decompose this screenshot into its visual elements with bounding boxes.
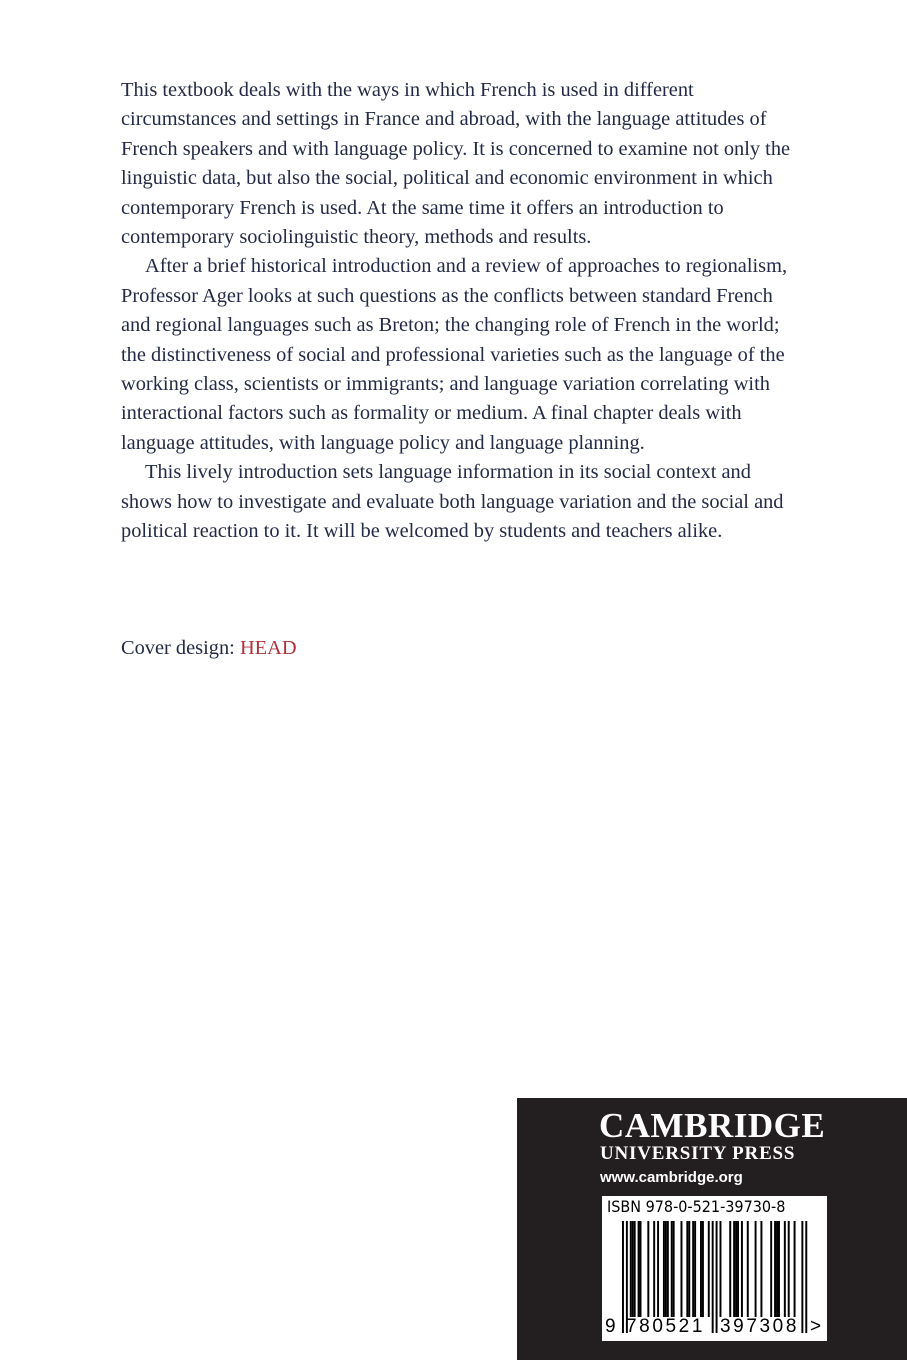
isbn-barcode-panel <box>602 1196 827 1341</box>
barcode-bar <box>702 1221 704 1317</box>
barcode-bar <box>692 1221 694 1317</box>
barcode-bar <box>778 1221 780 1317</box>
barcode-bar <box>729 1221 731 1317</box>
barcode-bar <box>774 1221 776 1317</box>
barcode-bar <box>770 1221 772 1317</box>
barcode-left-digits: 780521 <box>626 1316 706 1337</box>
barcode-bar <box>653 1221 655 1317</box>
barcode-bar <box>755 1221 757 1317</box>
cover-design-label: Cover design: <box>121 637 235 659</box>
back-cover-blurb <box>121 76 807 547</box>
barcode-bar <box>681 1221 683 1317</box>
barcode-bar <box>805 1221 807 1333</box>
blurb-paragraph-2: After a brief historical introduction and a review of approaches to regionalism, Professor Ager looks at such questions as the conflicts between standard French and regional languages such as Breton; the changing role of French in the world; the distinctiveness of social and professional varieties such as the language of the working class, scientists or immigrants; and language variation correlating with interactional factors such as formality or medium. A final chapter deals with language attitudes, with language policy and language planning. <box>121 255 788 454</box>
barcode-bar <box>671 1221 673 1317</box>
barcode-bar <box>686 1221 688 1317</box>
barcode-bar <box>630 1221 632 1317</box>
barcode-first-digit: 9 <box>605 1316 616 1337</box>
barcode-bar <box>708 1221 710 1317</box>
barcode-bar <box>665 1221 667 1317</box>
barcode-bar <box>776 1221 778 1317</box>
barcode-bar <box>622 1221 624 1333</box>
publisher-subtitle: UNIVERSITY PRESS <box>600 1143 796 1164</box>
blurb-paragraph-3: This lively introduction sets language information in its social context and shows how to investigate and evaluate both language variation and the social and political reaction to it. It will be welcomed by students and teachers alike. <box>121 461 784 543</box>
barcode-bar <box>688 1221 690 1317</box>
barcode-bar <box>760 1221 762 1317</box>
barcode-bar <box>640 1221 642 1317</box>
barcode-bar <box>700 1221 702 1317</box>
barcode-bar <box>794 1221 796 1317</box>
barcode-bar <box>735 1221 737 1317</box>
barcode-quiet-mark: > <box>810 1316 822 1337</box>
barcode-bar <box>741 1221 743 1317</box>
barcode-right-digits: 397308 <box>720 1316 800 1337</box>
publisher-block <box>517 1098 907 1360</box>
barcode-bar <box>784 1221 786 1317</box>
barcode-bar <box>632 1221 634 1317</box>
barcode-bar <box>657 1221 659 1317</box>
barcode-bar <box>733 1221 735 1317</box>
cover-design-credit <box>121 634 297 663</box>
barcode-bar <box>673 1221 675 1317</box>
barcode-bar <box>647 1221 649 1317</box>
barcode-bar <box>694 1221 696 1317</box>
barcode-bar <box>634 1221 636 1317</box>
barcode-bar <box>667 1221 669 1317</box>
barcode-bar <box>638 1221 640 1317</box>
barcode-bar <box>801 1221 803 1333</box>
publisher-name: CAMBRIDGE <box>599 1106 826 1145</box>
blurb-paragraph-1: This textbook deals with the ways in which French is used in different circumstances and settings in France and abroad, with the language attitudes of French speakers and with language policy. It is concerned to examine not only the linguistic data, but also the social, political and economic environment in which contemporary French is used. At the same time it offers an introduction to contemporary sociolinguistic theory, methods and results. <box>121 79 791 249</box>
barcode-bar <box>712 1221 714 1333</box>
barcode-bar <box>720 1221 722 1317</box>
barcode-bar <box>788 1221 790 1317</box>
barcode-bar <box>737 1221 739 1317</box>
barcode-bar <box>716 1221 718 1333</box>
isbn-label: ISBN 978-0-521-39730-8 <box>607 1197 786 1216</box>
barcode-bar <box>747 1221 749 1317</box>
cover-designer-name: HEAD <box>239 637 297 659</box>
barcode-bar <box>663 1221 665 1317</box>
publisher-url: www.cambridge.org <box>600 1169 743 1186</box>
